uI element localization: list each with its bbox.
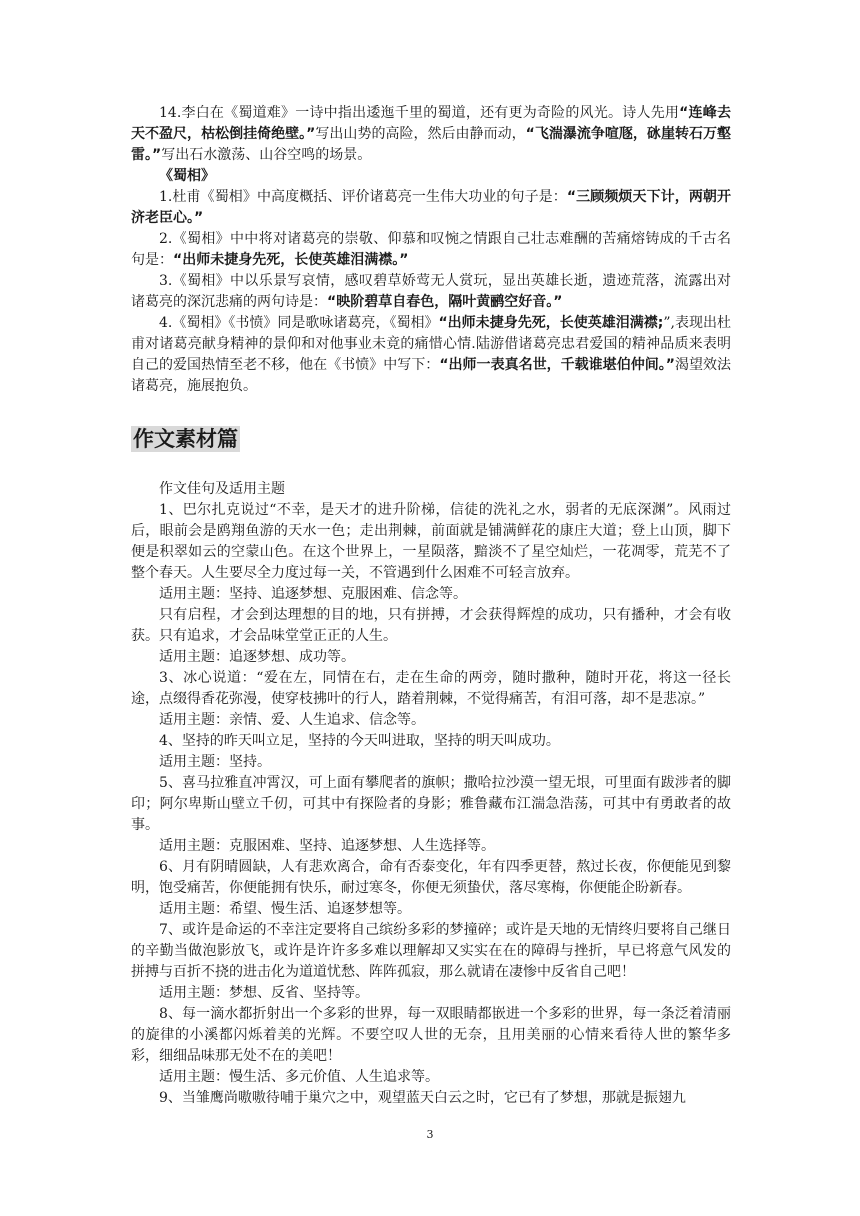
- quote: “出师未捷身先死，长使英雄泪满襟;: [438, 315, 664, 331]
- paragraph: 4、坚持的昨天叫立足，坚持的今天叫进取，坚持的明天叫成功。: [159, 733, 560, 749]
- paragraph-shudaonan: [131, 103, 731, 166]
- text: 14.李白在《蜀道难》一诗中指出逶迤千里的蜀道，还有更为奇险的风光。诗人先用: [159, 105, 680, 121]
- subheading-shuxiang: 《蜀相》: [159, 168, 215, 184]
- text: 2.《蜀相》中中将对诸葛亮的崇敬、仰慕和叹惋之情跟自己壮志难酬的苦痛熔铸成的千古名句是：: [131, 231, 731, 268]
- paragraph: 适用主题：追逐梦想、成功等。: [159, 649, 355, 665]
- paragraph: 3、冰心说道：“爱在左，同情在右，走在生命的两旁，随时撒种，随时开花，将这一径长途，点缀得香花弥漫，使穿枝拂叶的行人，踏着荆棘，不觉得痛苦，有泪可落，却不是悲凉。”: [131, 670, 731, 707]
- paragraph: 适用主题：坚持。: [159, 754, 271, 770]
- paragraph: 7、或许是命运的不幸注定要将自己缤纷多彩的梦撞碎；或许是天地的无情终归要将自己继日的辛勤当做泡影放飞，或许是许许多多难以理解却又实实在在的障碍与挫折，早已将意气风发的拼搏与百折不挠的进击化为道道忧愁、阵阵孤寂，那么就请在凄惨中反省自己吧！: [131, 922, 731, 980]
- paragraph: 6、月有阴晴圆缺，人有悲欢离合，命有否泰变化，年有四季更替，熬过长夜，你便能见到黎明，饱受痛苦，你便能拥有快乐，耐过寒冬，你便无须蛰伏，落尽寒梅，你便能企盼新春。: [131, 859, 731, 896]
- text: 4.《蜀相》《书愤》同是歌咏诸葛亮，《蜀相》: [159, 315, 439, 331]
- text: 渴望效法诸葛亮，施展抱负。: [131, 357, 732, 394]
- page-content: [131, 103, 731, 1109]
- paragraph: 适用主题：慢生活、多元价值、人生追求等。: [159, 1069, 439, 1085]
- text: 写出山势的高险，然后由静而动，: [315, 126, 526, 142]
- page-number: 3: [426, 1128, 434, 1141]
- paragraph: 5、喜马拉雅直冲霄汉，可上面有攀爬者的旗帜；撒哈拉沙漠一望无垠，可里面有跋涉者的脚印；阿尔卑斯山壁立千仞，可其中有探险者的身影；雅鲁藏布江湍急浩荡，可其中有勇敢者的故事。: [131, 775, 731, 833]
- paragraph-shuxiang-1: [131, 187, 731, 229]
- paragraph: 只有启程，才会到达理想的目的地，只有拼搏，才会获得辉煌的成功，只有播种，才会有收获。只有追求，才会品味堂堂正正的人生。: [131, 607, 731, 644]
- quote: “飞湍瀑流争喧豗，砯崖转石万壑雷。”: [131, 126, 732, 163]
- section-title: 作文素材篇: [133, 427, 238, 451]
- quote: “连峰去天不盈尺，枯松倒挂倚绝壁。”: [131, 105, 731, 142]
- paragraph: 适用主题：希望、慢生活、追逐梦想等。: [159, 901, 411, 917]
- text: 1.杜甫《蜀相》中高度概括、评价诸葛亮一生伟大功业的句子是：: [159, 189, 567, 205]
- paragraph: 适用主题：梦想、反省、坚持等。: [159, 985, 369, 1001]
- text: 3.《蜀相》中以乐景写哀情，感叹碧草娇莺无人赏玩，显出英雄长逝，遗迹荒落，流露出对诸葛亮的深沉悲痛的两句诗是：: [131, 273, 731, 310]
- text: 写出石水激荡、山谷空鸣的场景。: [161, 147, 372, 163]
- quote: “三顾频烦天下计，两朝开济老臣心。”: [131, 189, 732, 226]
- quote: “出师未捷身先死，长使英雄泪满襟。”: [173, 252, 409, 268]
- paragraph-shuxiang-2: [131, 229, 731, 271]
- paragraph-shuxiang-4: [131, 313, 731, 397]
- paragraph: 作文佳句及适用主题: [159, 481, 285, 497]
- paragraph: 适用主题：坚持、追逐梦想、克服困难、信念等。: [159, 586, 467, 602]
- section-heading: [131, 429, 731, 453]
- quote: “出师一表真名世，千载谁堪伯仲间。”: [439, 357, 675, 373]
- paragraph-shuxiang-3: [131, 271, 731, 313]
- paragraph: 9、当雏鹰尚嗷嗷待哺于巢穴之中，观望蓝天白云之时，它已有了梦想，那就是振翅九: [159, 1090, 686, 1106]
- paragraph: 适用主题：亲情、爱、人生追求、信念等。: [159, 712, 425, 728]
- paragraph: 适用主题：克服困难、坚持、追逐梦想、人生选择等。: [159, 838, 495, 854]
- quote: “映阶碧草自春色，隔叶黄鹂空好音。”: [327, 294, 563, 310]
- paragraph: 8、每一滴水都折射出一个多彩的世界，每一双眼睛都嵌进一个多彩的世界，每一条泛着清丽的旋律的小溪都闪烁着美的光辉。不要空叹人世的无奈，且用美丽的心情来看待人世的繁华多彩，细细品味那无处不在的美吧！: [131, 1006, 731, 1064]
- paragraph: 1、巴尔扎克说过“不幸，是天才的进升阶梯，信徒的洗礼之水，弱者的无底深渊”。风雨过后，眼前会是鸥翔鱼游的天水一色；走出荆棘，前面就是铺满鲜花的康庄大道；登上山顶，脚下便是积翠如云的空蒙山色。在这个世界上，一星陨落，黯淡不了星空灿烂，一花凋零，荒芜不了整个春天。人生要尽全力度过每一关，不管遇到什么困难不可轻言放弃。: [131, 502, 731, 581]
- text: ”,表现出杜甫对诸葛亮献身精神的景仰和对他事业未竟的痛惜心情.陆游借诸葛亮忠君爱国的精神品质来表明自己的爱国热情至老不移，他在《书愤》中写下：: [131, 315, 731, 373]
